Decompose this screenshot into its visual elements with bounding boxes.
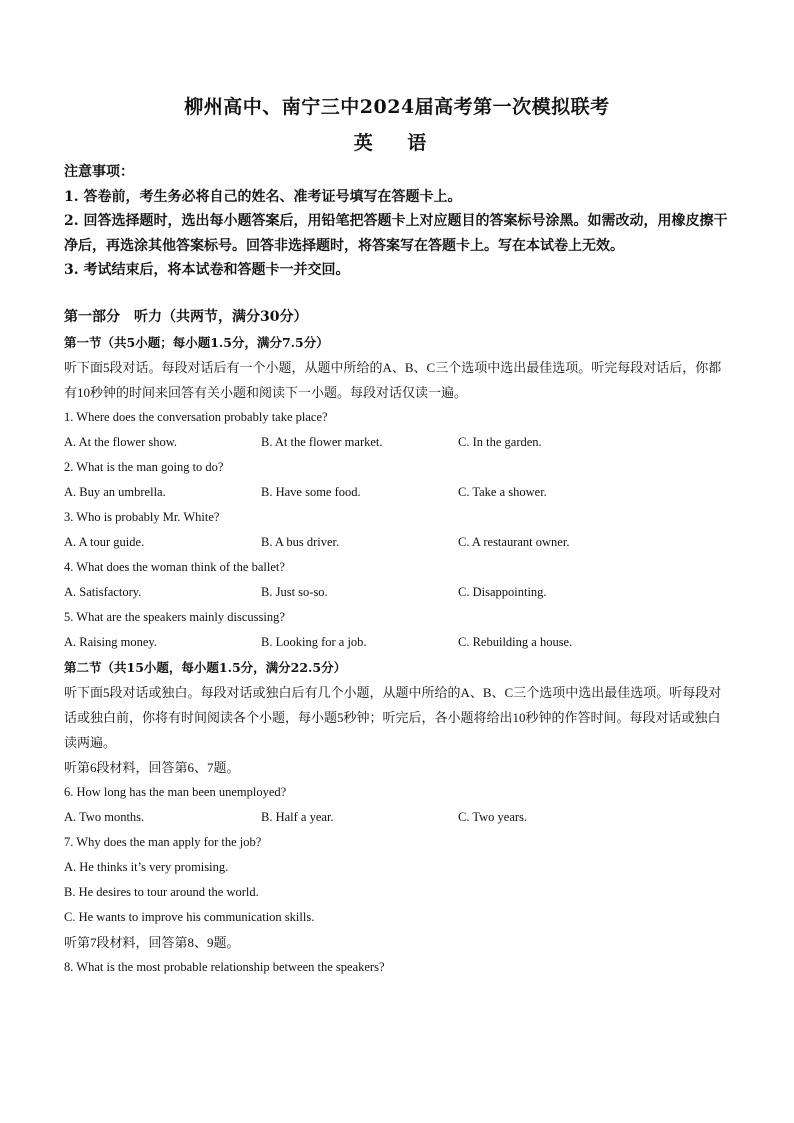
subject-title: 英 语 — [353, 132, 441, 154]
question-options — [64, 630, 730, 655]
material-heading: 听第7段材料，回答第8、9题。 — [64, 934, 240, 950]
option-b: B. Have some food. — [261, 484, 361, 499]
notice-item: 3. 考试结束后，将本试卷和答题卡一并交回。 — [64, 262, 350, 278]
section1-title: 第一节（共5小题；每小题1.5分，满分7.5分） — [64, 334, 329, 350]
option-c: C. Rebuilding a house. — [458, 634, 573, 649]
option-c: C. He wants to improve his communication skills. — [64, 909, 315, 924]
section2-title: 第二节（共15小题，每小题1.5分，满分22.5分） — [64, 659, 347, 675]
spacer — [64, 283, 730, 305]
exam-title: 柳州高中、南宁三中2024届高考第一次模拟联考 — [184, 96, 610, 118]
notice-item: 2. 回答选择题时，选出每小题答案后，用铅笔把答题卡上对应题目的答案标号涂黑。如需改动，用橡皮擦干净后，再选涂其他答案标号。回答非选择题时，将答案写在答题卡上。写在本试卷上无效。 — [64, 213, 728, 254]
option-a: A. Satisfactory. — [64, 584, 142, 599]
question-stem: 6. How long has the man been unemployed? — [64, 784, 287, 799]
question-options — [64, 580, 730, 605]
option-a: A. A tour guide. — [64, 534, 145, 549]
question-stem: 2. What is the man going to do? — [64, 459, 224, 474]
option-c: C. Take a shower. — [458, 484, 547, 499]
notice-item: 1. 答卷前，考生务必将自己的姓名、准考证号填写在答题卡上。 — [64, 188, 462, 205]
question-stem: 1. Where does the conversation probably take place? — [64, 409, 328, 424]
question-stem: 8. What is the most probable relationship between the speakers? — [64, 959, 385, 974]
question-options — [64, 530, 730, 555]
option-a: A. Raising money. — [64, 634, 157, 649]
option-c: C. Two years. — [458, 809, 528, 824]
notice-heading: 注意事项： — [64, 164, 134, 180]
question-stem: 4. What does the woman think of the ballet? — [64, 559, 285, 574]
question-options — [64, 805, 730, 830]
option-a: A. Two months. — [64, 809, 145, 824]
question-stem: 3. Who is probably Mr. White? — [64, 509, 220, 524]
question-options — [64, 480, 730, 505]
option-b: B. Half a year. — [261, 809, 334, 824]
option-b: B. A bus driver. — [261, 534, 340, 549]
option-b: B. Just so-so. — [261, 584, 328, 599]
option-b: B. He desires to tour around the world. — [64, 884, 259, 899]
question-stem: 7. Why does the man apply for the job? — [64, 834, 262, 849]
section2-instructions: 听下面5段对话或独白。每段对话或独白后有几个小题，从题中所给的A、B、C三个选项中选出最佳选项。听每段对话或独白前，你将有时间阅读各个小题，每小题5秒钟；听完后，各小题将给出10秒钟的作答时间。每段对话或独白读两遍。 — [64, 684, 722, 750]
question-stem: 5. What are the speakers mainly discussing? — [64, 609, 285, 624]
option-c: C. A restaurant owner. — [458, 534, 570, 549]
part1-title: 第一部分 听力（共两节，满分30分） — [64, 308, 308, 325]
question-options — [64, 430, 730, 455]
option-a: A. Buy an umbrella. — [64, 484, 166, 499]
option-a: A. At the flower show. — [64, 434, 178, 449]
option-b: B. Looking for a job. — [261, 634, 367, 649]
section1-instructions: 听下面5段对话。每段对话后有一个小题，从题中所给的A、B、C三个选项中选出最佳选项。听完每段对话后，你都有10秒钟的时间来回答有关小题和阅读下一小题。每段对话仅读一遍。 — [64, 359, 722, 400]
option-b: B. At the flower market. — [261, 434, 383, 449]
option-c: C. Disappointing. — [458, 584, 547, 599]
option-a: A. He thinks it’s very promising. — [64, 859, 229, 874]
material-heading: 听第6段材料，回答第6、7题。 — [64, 759, 240, 775]
option-c: C. In the garden. — [458, 434, 542, 449]
